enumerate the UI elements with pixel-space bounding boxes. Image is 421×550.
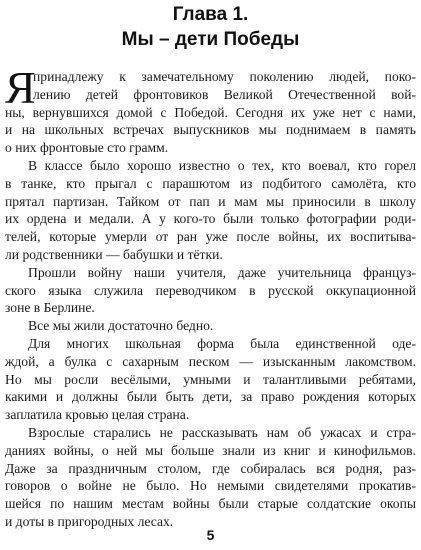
paragraph: [5, 335, 416, 424]
text-line: Для многих школьная форма была единственной оде-: [28, 335, 416, 351]
drop-cap-letter: Я: [5, 62, 36, 113]
text-line: Взрослые старались не рассказывать нам об ужасах и стра-: [28, 424, 416, 440]
text-line: говоров о войне не было. Но немыми свидетелями прокатив-: [5, 478, 416, 494]
text-line: В классе было хорошо известно о тех, кто воевал, кто горел: [28, 157, 416, 173]
text-line: ли родственники — бабушки и тётки.: [5, 246, 223, 262]
text-line: лению детей фронтовиков Великой Отечественной вой-: [33, 86, 416, 102]
chapter-title: Мы – дети Победы: [121, 29, 300, 50]
text-line: Прошли войну наши учителя, даже учительница француз-: [28, 264, 416, 280]
text-line: даниях войны, о ней мы больше знали из книг и кинофильмов.: [5, 442, 416, 458]
text-line: Но мы росли весёлыми, умными и талантливыми ребятами,: [5, 371, 416, 387]
paragraph: [5, 317, 416, 335]
paragraph: [5, 424, 416, 531]
text-line: и доты в пригородных лесах.: [5, 513, 174, 529]
text-line: зоне в Берлине.: [5, 300, 95, 316]
text-line: ждой, а булка с сахарным песком — изысканным лакомством.: [5, 353, 416, 369]
chapter-heading: [0, 2, 421, 52]
text-line: в танке, кто прыгал с парашютом из подбитого самолёта, кто: [5, 175, 416, 191]
text-line: и на школьных встречах выпускников мы поднимаем в память: [5, 122, 416, 138]
text-line: телей, которые умерли от ран уже после войны, их воспитыва-: [5, 229, 416, 245]
chapter-body: [5, 62, 416, 531]
text-line: ны, вернувшихся домой с Победой. Сегодня их уже нет с нами,: [5, 104, 416, 120]
text-line: Все мы жили достаточно бедно.: [28, 318, 214, 334]
chapter-number: Глава 1.: [172, 4, 249, 25]
text-line: Даже за праздничным столом, где собиралась вся родня, раз-: [5, 460, 416, 476]
paragraph: [5, 157, 416, 264]
paragraph: [5, 62, 416, 157]
paragraph: [5, 264, 416, 317]
text-line: прятал партизан. Тайком от пап и мам мы приносили в школу: [5, 193, 416, 209]
text-line: о них фронтовые сто грамм.: [5, 140, 169, 156]
text-line: их ордена и медали. А у кого-то были только фотографии роди-: [5, 211, 416, 227]
text-line: принадлежу к замечательному поколению людей, поко-: [33, 69, 416, 84]
page-number: 5: [206, 527, 215, 543]
text-line: шейся по нашим местам войны были старые солдатские окопы: [5, 496, 416, 512]
text-line: какими и должны были быть дети, за право рождения которых: [5, 389, 416, 405]
text-line: заплатила кровью целая страна.: [5, 407, 190, 423]
text-line: ского языка служила переводчиком в русской оккупационной: [5, 282, 416, 298]
